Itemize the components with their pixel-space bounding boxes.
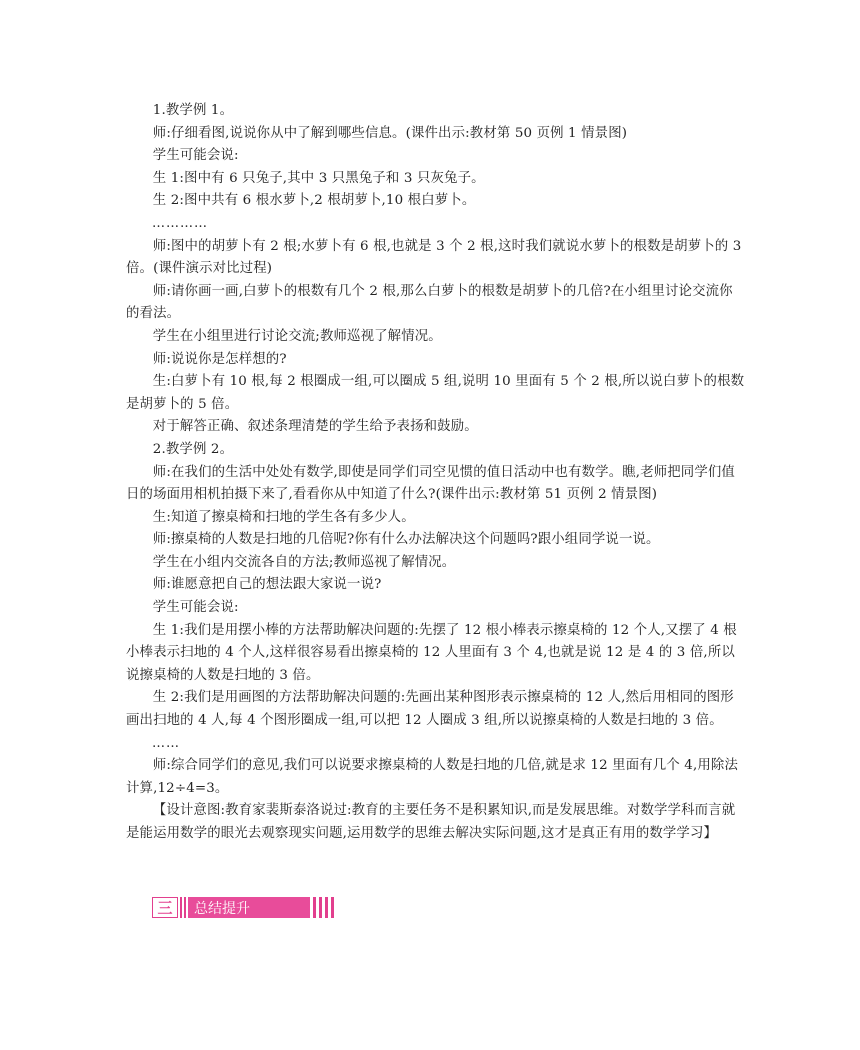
- design-intent-note: 【设计意图:教育家裴斯泰洛说过:教育的主要任务不是积累知识,而是发展思维。对数学学科而言就是能运用数学的眼光去观察现实问题,运用数学的思维去解决实际问题,这才是真正有用的数学学习】: [126, 803, 736, 841]
- paragraph: 师:在我们的生活中处处有数学,即使是同学们司空见惯的值日活动中也有数学。瞧,老师把同学们值日的场面用相机拍摄下来了,看看你从中知道了什么?(课件出示:教材第 51 页例 2 情景图): [126, 464, 735, 503]
- document-body: [126, 100, 746, 846]
- paragraph: 学生可能会说:: [152, 148, 239, 164]
- paragraph: 师:仔细看图,说说你从中了解到哪些信息。(课件出示:教材第 50 页例 1 情景图): [152, 125, 628, 141]
- decorative-stripes: [313, 897, 337, 918]
- paragraph: 对于解答正确、叙述条理清楚的学生给予表扬和鼓励。: [152, 419, 478, 435]
- paragraph: 生 2:图中共有 6 根水萝卜,2 根胡萝卜,10 根白萝卜。: [152, 193, 476, 209]
- paragraph: 学生在小组里进行讨论交流;教师巡视了解情况。: [152, 328, 442, 344]
- section-header: [152, 896, 337, 919]
- ellipsis: ……: [152, 735, 180, 751]
- paragraph: 2.教学例 2。: [152, 441, 234, 457]
- paragraph: 师:擦桌椅的人数是扫地的几倍呢?你有什么办法解决这个问题吗?跟小组同学说一说。: [152, 532, 660, 548]
- paragraph: 生 1:我们是用摆小棒的方法帮助解决问题的:先摆了 12 根小棒表示擦桌椅的 12 个人,又摆了 4 根小棒表示扫地的 4 个人,这样很容易看出擦桌椅的 12 人里面有 3 个 4,也就是说 12 是 4 的 3 倍,所以说擦桌椅的人数是扫地的 3 倍。: [126, 622, 737, 683]
- paragraph: 师:说说你是怎样想的?: [152, 351, 287, 367]
- decorative-bars: [180, 897, 188, 918]
- paragraph: 师:图中的胡萝卜有 2 根;水萝卜有 6 根,也就是 3 个 2 根,这时我们就说水萝卜的根数是胡萝卜的 3 倍。(课件演示对比过程): [126, 238, 742, 277]
- paragraph: 1.教学例 1。: [152, 103, 234, 118]
- paragraph: 学生在小组内交流各自的方法;教师巡视了解情况。: [152, 554, 456, 570]
- paragraph: 师:综合同学们的意见,我们可以说要求擦桌椅的人数是扫地的几倍,就是求 12 里面有几个 4,用除法计算,12÷4=3。: [126, 758, 738, 796]
- paragraph: 师:谁愿意把自己的想法跟大家说一说?: [152, 577, 382, 593]
- paragraph: 生:知道了擦桌椅和扫地的学生各有多少人。: [152, 509, 415, 525]
- section-number-badge: 三: [152, 897, 178, 918]
- paragraph: 生 2:我们是用画图的方法帮助解决问题的:先画出某种图形表示擦桌椅的 12 人,然后用相同的图形画出扫地的 4 人,每 4 个图形圈成一组,可以把 12 人圈成 3 组,所以说擦桌椅的人数是扫地的 3 倍。: [126, 690, 734, 729]
- paragraph: 生:白萝卜有 10 根,每 2 根圈成一组,可以圈成 5 组,说明 10 里面有 5 个 2 根,所以说白萝卜的根数是胡萝卜的 5 倍。: [126, 374, 745, 412]
- paragraph: 师:请你画一画,白萝卜的根数有几个 2 根,那么白萝卜的根数是胡萝卜的几倍?在小组里讨论交流你的看法。: [126, 283, 733, 322]
- paragraph: 生 1:图中有 6 只兔子,其中 3 只黑兔子和 3 只灰兔子。: [152, 170, 485, 186]
- paragraph: 学生可能会说:: [152, 600, 239, 616]
- section-title: 总结提升: [188, 897, 310, 918]
- ellipsis: …………: [152, 215, 208, 231]
